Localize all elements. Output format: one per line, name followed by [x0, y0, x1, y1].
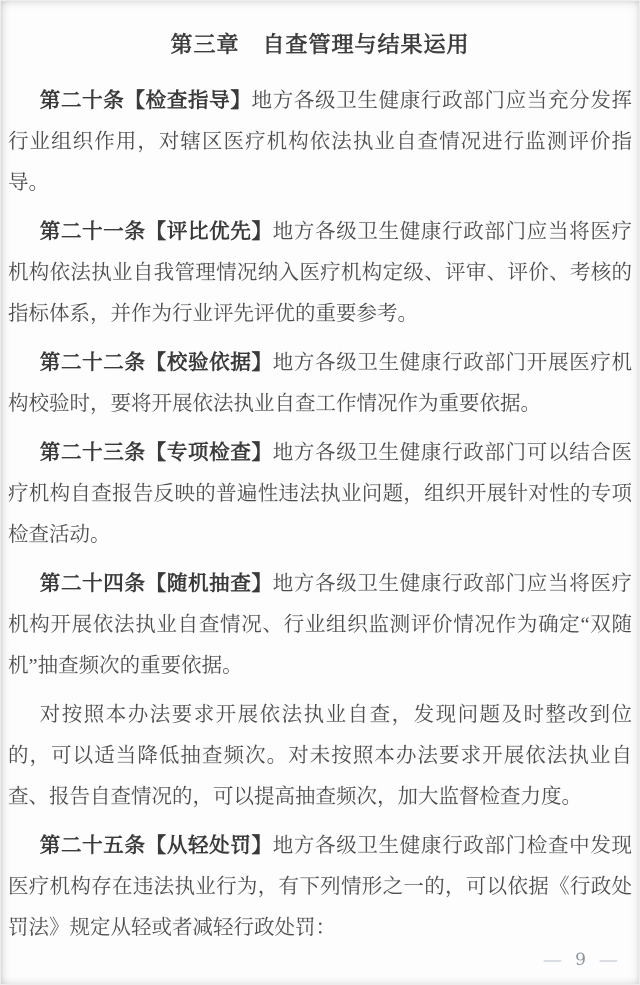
article-label: 第二十二条【校验依据】 — [39, 351, 273, 374]
article-paragraph — [8, 825, 632, 949]
page-number — [542, 950, 619, 970]
article-paragraph — [8, 563, 632, 687]
article-label: 第二十五条【从轻处罚】 — [39, 834, 273, 857]
article-paragraph — [8, 432, 632, 556]
chapter-title: 第三章 自查管理与结果运用 — [170, 32, 470, 57]
article-paragraph — [8, 211, 632, 335]
article-text: 地方各级卫生健康行政部门应当充分发挥行业组织作用，对辖区医疗机构依法执业自查情况进行监测评价指导。 — [8, 90, 633, 194]
article-text: 地方各级卫生健康行政部门应当将医疗机构依法执业自我管理情况纳入医疗机构定级、评审、评价、考核的指标体系，并作为行业评先评优的重要参考。 — [8, 221, 633, 325]
article-paragraph — [8, 80, 632, 204]
article-label: 第二十一条【评比优先】 — [39, 220, 273, 243]
article-paragraph — [8, 342, 632, 425]
article-label: 第二十条【检查指导】 — [39, 89, 252, 112]
page-number-value: 9 — [575, 950, 586, 970]
article-text: 地方各级卫生健康行政部门可以结合医疗机构自查报告反映的普遍性违法执业问题，组织开展针对性的专项检查活动。 — [8, 442, 633, 546]
article-label: 第二十四条【随机抽查】 — [39, 572, 273, 595]
page-number-dash-left: — — [542, 951, 563, 969]
page-number-dash-right: — — [598, 951, 619, 969]
article-text: 对按照本办法要求开展依法执业自查，发现问题及时整改到位的，可以适当降低抽查频次。对未按照本办法要求开展依法执业自查、报告自查情况的，可以提高抽查频次，加大监督检查力度。 — [8, 704, 632, 808]
article-text: 地方各级卫生健康行政部门开展医疗机构校验时，要将开展依法执业自查工作情况作为重要依据。 — [8, 352, 633, 415]
article-paragraph — [8, 694, 632, 818]
article-text: 地方各级卫生健康行政部门检查中发现医疗机构存在违法执业行为，有下列情形之一的，可以依据《行政处罚法》规定从轻或者减轻行政处罚： — [8, 835, 633, 939]
article-text: 地方各级卫生健康行政部门应当将医疗机构开展依法执业自查情况、行业组织监测评价情况作为确定“双随机”抽查频次的重要依据。 — [8, 573, 633, 677]
article-label: 第二十三条【专项检查】 — [39, 441, 273, 464]
